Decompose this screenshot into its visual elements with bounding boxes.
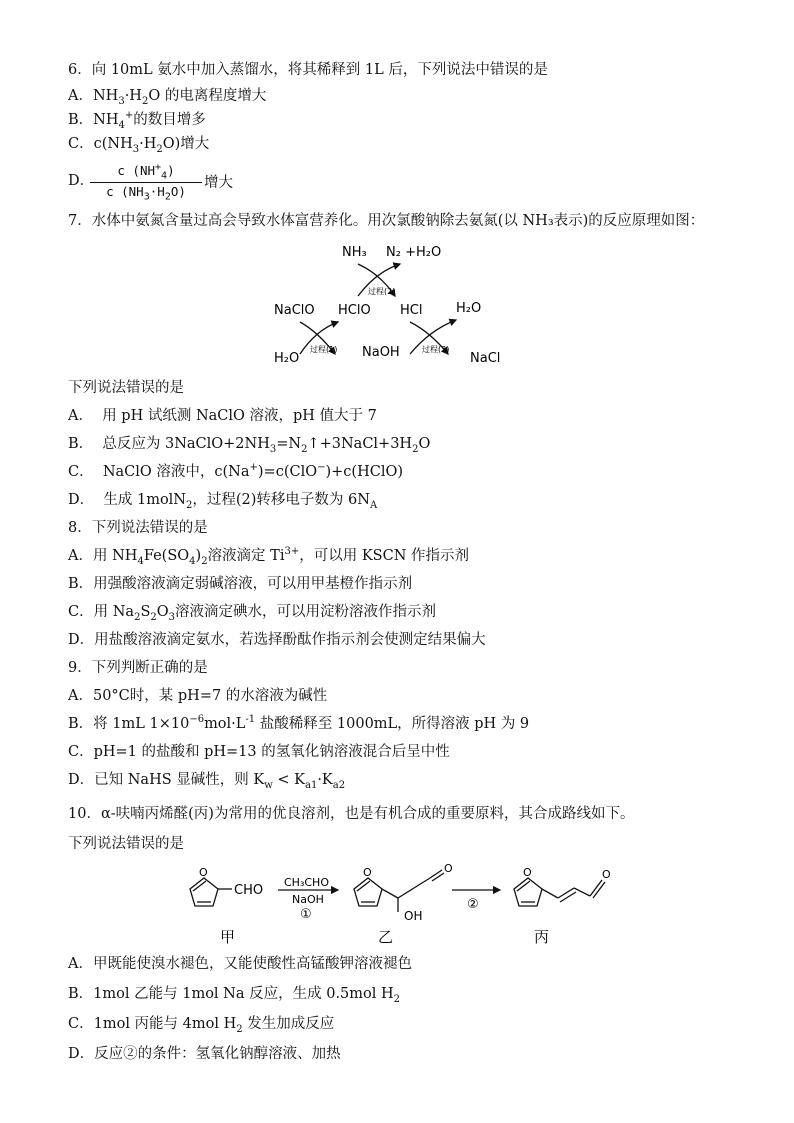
q7-option-a: A． 用 pH 试纸测 NaClO 溶液，pH 值大于 7	[68, 408, 377, 424]
q7-option-d: D． 生成 1molN$_2$，过程(2)转移电子数为 $6N_A$	[68, 492, 378, 511]
q8-option-c: C．用 $Na_2S_2O_3$溶液滴定碘水，可以用淀粉溶液作指示剂	[68, 604, 437, 623]
yi-oh: OH	[404, 909, 423, 923]
q6-option-b: B．$NH_4^+$的数目增多	[68, 110, 206, 131]
q7-reaction-diagram	[260, 236, 520, 370]
q7-option-c: C． NaClO 溶液中，c(Na+)=c(ClO−)+c(HClO)	[68, 462, 404, 480]
yi-aldehyde-oxygen: O	[444, 862, 453, 875]
diagram-naclo: NaClO	[274, 303, 315, 318]
q8-option-b: B．用强酸溶液滴定弱碱溶液，可以用甲基橙作指示剂	[68, 576, 413, 592]
diagram-hclo: HClO	[338, 303, 371, 318]
q9-option-c: C．pH=1 的盐酸和 pH=13 的氢氧化钠溶液混合后呈中性	[68, 744, 450, 760]
fraction-numerator: c $(NH^+_4)$	[117, 161, 175, 182]
yi-ring-oxygen: O	[363, 866, 372, 879]
q10-option-b: B．1mol 乙能与 1mol Na 反应，生成 0.5mol $H_2$	[68, 986, 401, 1005]
q9-stem: 9．下列判断正确的是	[68, 660, 208, 676]
diagram-nacl: NaCl	[470, 351, 501, 366]
q9-option-d: D．已知 NaHS 显碱性，则 $K_w < K_{a1}\cdot K_{a2}$	[68, 772, 346, 791]
step2-number: ②	[467, 897, 479, 912]
q6-stem: 6．向 10mL 氨水中加入蒸馏水，将其稀释到 1L 后，下列说法中错误的是	[68, 62, 548, 78]
structure-jia	[190, 878, 232, 906]
diagram-nh3: NH₃	[342, 245, 367, 260]
step1-reagent-bottom: NaOH	[292, 893, 324, 906]
q6-option-c: C．$c(NH_3\cdot H_2O)$增大	[68, 136, 210, 155]
q9-option-b: B．将 1mL $1\times 10^{-6}mol\cdot L^{-1}$ 盐酸稀释至 1000mL，所得溶液 pH 为 9	[68, 714, 530, 732]
diagram-hcl: HCl	[400, 303, 423, 318]
diagram-process2-label: 过程(2)	[368, 287, 396, 296]
q8-option-a: A．用 $NH_4Fe(SO_4)_2$溶液滴定 $Ti^{3+}$，可以用 KSCN 作指示剂	[68, 546, 469, 567]
jia-cho: CHO	[234, 883, 264, 898]
q9-option-a: A．50°C时，某 pH=7 的水溶液为碱性	[68, 688, 328, 704]
fraction-denominator: c $(NH_3\cdot H_2O)$	[106, 184, 186, 203]
diagram-naoh: NaOH	[362, 345, 400, 360]
q10-option-d: D．反应②的条件：氢氧化钠醇溶液、加热	[68, 1046, 341, 1062]
q7-intro: 下列说法错误的是	[68, 380, 184, 396]
step1-number: ①	[300, 907, 312, 922]
q8-option-d: D．用盐酸溶液滴定氨水，若选择酚酞作指示剂会使测定结果偏大	[68, 632, 486, 648]
jia-ring-oxygen: O	[199, 866, 208, 879]
q8-stem: 8．下列说法错误的是	[68, 520, 208, 536]
q10-intro: 下列说法错误的是	[68, 836, 184, 852]
diagram-n2-h2o: N₂ +H₂O	[386, 245, 442, 260]
step1-reagent-top: CH₃CHO	[284, 876, 329, 889]
q10-stem: 10．α-呋喃丙烯醛(丙)为常用的优良溶剂，也是有机合成的重要原料，其合成路线如下。	[68, 806, 635, 822]
q10-option-a: A．甲既能使溴水褪色，又能使酸性高锰酸钾溶液褪色	[68, 956, 412, 972]
label-jia: 甲	[220, 928, 236, 946]
q10-option-c: C．1mol 丙能与 4mol $H_2$ 发生加成反应	[68, 1016, 335, 1035]
structure-bing	[514, 878, 605, 906]
diagram-h2o-top: H₂O	[456, 301, 482, 316]
diagram-h2o-bottom: H₂O	[274, 351, 300, 366]
q6-option-d-label: D．	[68, 173, 95, 189]
label-bing: 丙	[534, 928, 550, 946]
q10-synthesis-scheme	[180, 856, 640, 948]
q7-option-b: B． 总反应为 $3NaClO+2NH_3=N_2↑+3NaCl+3H_2O$	[68, 436, 431, 455]
bing-ring-oxygen: O	[523, 866, 532, 879]
q6-option-d-text: 增大	[204, 175, 233, 191]
q6-option-a: A．$NH_3\cdot H_2O$ 的电离程度增大	[68, 88, 267, 107]
q7-stem: 7．水体中氨氮含量过高会导致水体富营养化。用次氯酸钠除去氨氮(以 NH₃表示)的反应原理如图：	[68, 213, 705, 229]
diagram-process3-label: 过程(3)	[422, 345, 450, 354]
fraction-bar	[90, 182, 202, 183]
diagram-process1-label: 过程(1)	[310, 345, 338, 354]
q6-option-d-fraction	[90, 163, 202, 202]
bing-aldehyde-oxygen: O	[602, 868, 611, 881]
label-yi: 乙	[378, 928, 394, 946]
